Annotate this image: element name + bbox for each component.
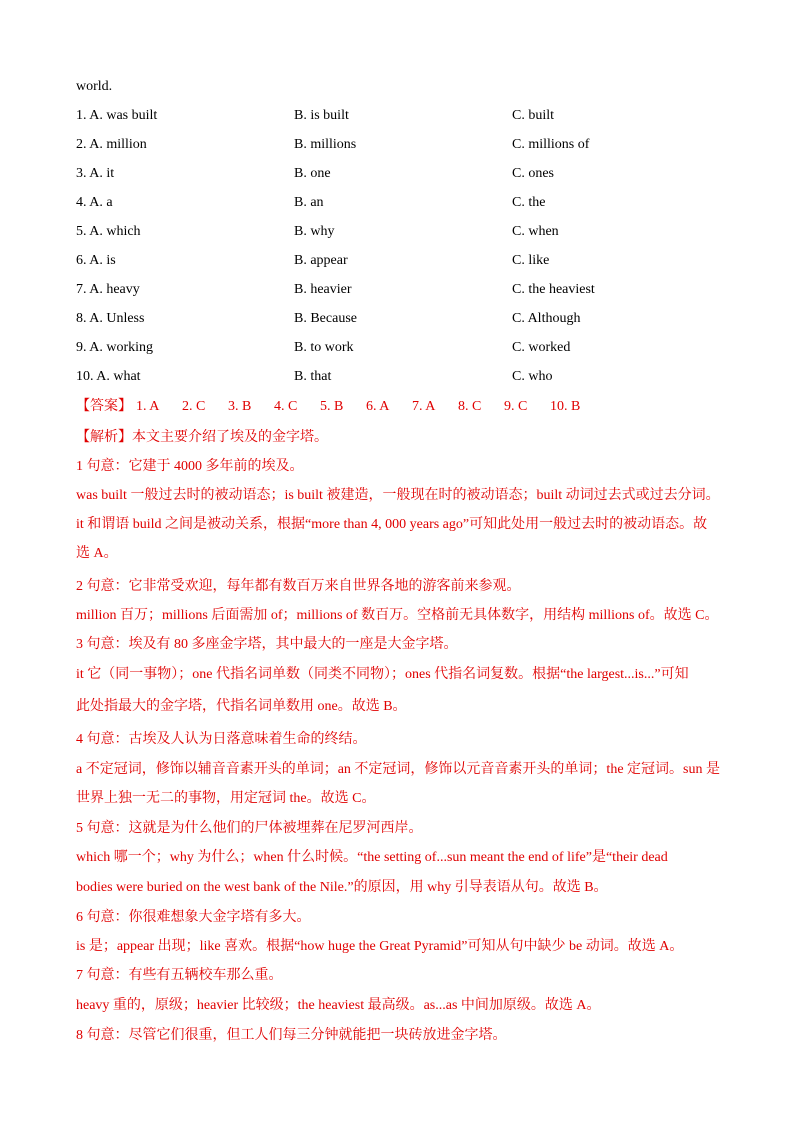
explanation-line: 5 句意：这就是为什么他们的尸体被埋葬在尼罗河西岸。	[76, 821, 423, 836]
answer-item: 10. B	[550, 399, 581, 414]
explanation-line: is 是；appear 出现；like 喜欢。根据“how huge the Great Pyramid”可知从句中缺少 be 动词。故选 A。	[76, 939, 684, 954]
option-c: C. who	[512, 369, 553, 384]
question-row	[76, 281, 736, 299]
answer-item: 9. C	[504, 399, 528, 414]
explanation-line: 7 句意：有些有五辆校车那么重。	[76, 968, 283, 983]
answer-item: 1. A	[136, 399, 160, 414]
explanation-line: was built 一般过去时的被动语态；is built 被建造，一般现在时的被动语态；built 动词过去式或过去分词。	[76, 488, 720, 503]
option-c: C. like	[512, 253, 550, 268]
explanation-line: 2 句意：它非常受欢迎，每年都有数百万来自世界各地的游客前来参观。	[76, 579, 521, 594]
option-b: B. Because	[294, 311, 357, 326]
answer-item: 6. A	[366, 399, 390, 414]
answer-label: 【答案】	[76, 399, 132, 414]
option-b: B. why	[294, 224, 335, 239]
explanation-line: 世界上独一无二的事物，用定冠词 the。故选 C。	[76, 791, 376, 806]
question-row	[76, 339, 736, 357]
option-c: C. when	[512, 224, 559, 239]
option-c: C. the	[512, 195, 546, 210]
option-c: C. the heaviest	[512, 282, 595, 297]
option-a: 10. A. what	[76, 369, 141, 384]
explanation-line: 选 A。	[76, 546, 118, 561]
answer-item: 5. B	[320, 399, 344, 414]
option-a: 7. A. heavy	[76, 282, 140, 297]
answer-item: 2. C	[182, 399, 206, 414]
question-row	[76, 107, 736, 125]
option-b: B. heavier	[294, 282, 352, 297]
question-row	[76, 136, 736, 154]
option-a: 3. A. it	[76, 166, 115, 181]
option-a: 4. A. a	[76, 195, 113, 210]
option-c: C. worked	[512, 340, 571, 355]
answer-item: 8. C	[458, 399, 482, 414]
question-row	[76, 165, 736, 183]
explanation-line: 6 句意：你很难想象大金字塔有多大。	[76, 910, 311, 925]
option-b: B. that	[294, 369, 332, 384]
option-b: B. millions	[294, 137, 357, 152]
explanation-line: 此处指最大的金字塔，代指名词单数用 one。故选 B。	[76, 699, 407, 714]
answer-item: 7. A	[412, 399, 436, 414]
option-b: B. one	[294, 166, 331, 181]
question-row	[76, 252, 736, 270]
option-b: B. is built	[294, 108, 349, 123]
question-row	[76, 194, 736, 212]
explanation-line: 4 句意：古埃及人认为日落意味着生命的终结。	[76, 732, 367, 747]
option-a: 2. A. million	[76, 137, 147, 152]
option-b: B. appear	[294, 253, 348, 268]
explanation-line: 8 句意：尽管它们很重，但工人们每三分钟就能把一块砖放进金字塔。	[76, 1028, 507, 1043]
explanation-line: a 不定冠词，修饰以辅音音素开头的单词；an 不定冠词，修饰以元音音素开头的单词；the 定冠词。sun 是	[76, 762, 720, 777]
option-a: 8. A. Unless	[76, 311, 145, 326]
explanation-line: bodies were buried on the west bank of the Nile.”的原因，用 why 引导表语从句。故选 B。	[76, 880, 608, 895]
explanation-line: it 和谓语 build 之间是被动关系，根据“more than 4, 000 years ago”可知此处用一般过去时的被动语态。故	[76, 517, 708, 532]
option-c: C. millions of	[512, 137, 590, 152]
option-a: 1. A. was built	[76, 108, 158, 123]
explanation-line: heavy 重的，原级；heavier 比较级；the heaviest 最高级。as...as 中间加原级。故选 A。	[76, 998, 601, 1013]
answer-item: 4. C	[274, 399, 298, 414]
option-b: B. an	[294, 195, 324, 210]
passage-end-text: world.	[76, 79, 113, 94]
explanation-line: million 百万；millions 后面需加 of；millions of 数百万。空格前无具体数字，用结构 millions of。故选 C。	[76, 608, 719, 623]
question-row	[76, 368, 736, 386]
answer-key	[76, 398, 596, 416]
option-b: B. to work	[294, 340, 354, 355]
question-row	[76, 310, 736, 328]
answer-item: 3. B	[228, 399, 252, 414]
option-a: 5. A. which	[76, 224, 141, 239]
explanation-line: which 哪一个；why 为什么；when 什么时候。“the setting of...sun meant the end of life”是“their dead	[76, 850, 668, 865]
option-a: 6. A. is	[76, 253, 116, 268]
explanation-line: it 它（同一事物）；one 代指名词单数（同类不同物）；ones 代指名词复数。根据“the largest...is...”可知	[76, 667, 689, 682]
option-c: C. built	[512, 108, 555, 123]
question-row	[76, 223, 736, 241]
option-a: 9. A. working	[76, 340, 153, 355]
option-c: C. ones	[512, 166, 554, 181]
option-c: C. Although	[512, 311, 581, 326]
explanation-line: 1 句意：它建于 4000 多年前的埃及。	[76, 459, 304, 474]
explanation-line: 3 句意：埃及有 80 多座金字塔，其中最大的一座是大金字塔。	[76, 637, 458, 652]
explanation-line: 【解析】本文主要介绍了埃及的金字塔。	[76, 430, 328, 445]
